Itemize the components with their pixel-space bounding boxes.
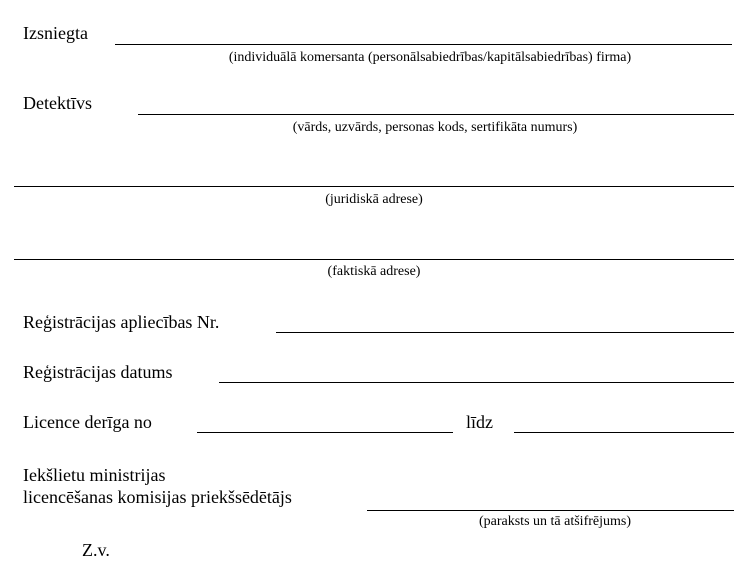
licence-from-label: Licence derīga no: [23, 412, 152, 432]
signature-caption: (paraksts un tā atšifrējums): [478, 514, 631, 529]
issued-caption: (individuālā komersanta (personālsabiedrības/kapitālsabiedrības) firma): [228, 50, 632, 65]
reg-date-label: Reģistrācijas datums: [23, 362, 173, 382]
licence-to-label: līdz: [466, 412, 493, 432]
legal-address-caption: (juridiskā adrese): [325, 192, 423, 207]
ministry-line2: licencēšanas komisijas priekšsēdētājs: [23, 487, 292, 507]
detective-label: Detektīvs: [23, 93, 92, 113]
reg-number-label: Reģistrācijas apliecības Nr.: [23, 312, 220, 332]
reg-date-line[interactable]: [219, 382, 734, 383]
ministry-line1: Iekšlietu ministrijas: [23, 465, 166, 485]
reg-number-line[interactable]: [276, 332, 734, 333]
licence-from-line[interactable]: [197, 432, 453, 433]
actual-address-caption: (faktiskā adrese): [327, 264, 421, 279]
legal-address-line[interactable]: [14, 186, 734, 187]
stamp-label: Z.v.: [82, 540, 110, 560]
issued-label: Izsniegta: [23, 23, 88, 43]
issued-field-line[interactable]: [115, 44, 732, 45]
actual-address-line[interactable]: [14, 259, 734, 260]
signature-line[interactable]: [367, 510, 734, 511]
detective-field-line[interactable]: [138, 114, 734, 115]
licence-to-line[interactable]: [514, 432, 734, 433]
detective-caption: (vārds, uzvārds, personas kods, sertifikāta numurs): [292, 120, 578, 135]
